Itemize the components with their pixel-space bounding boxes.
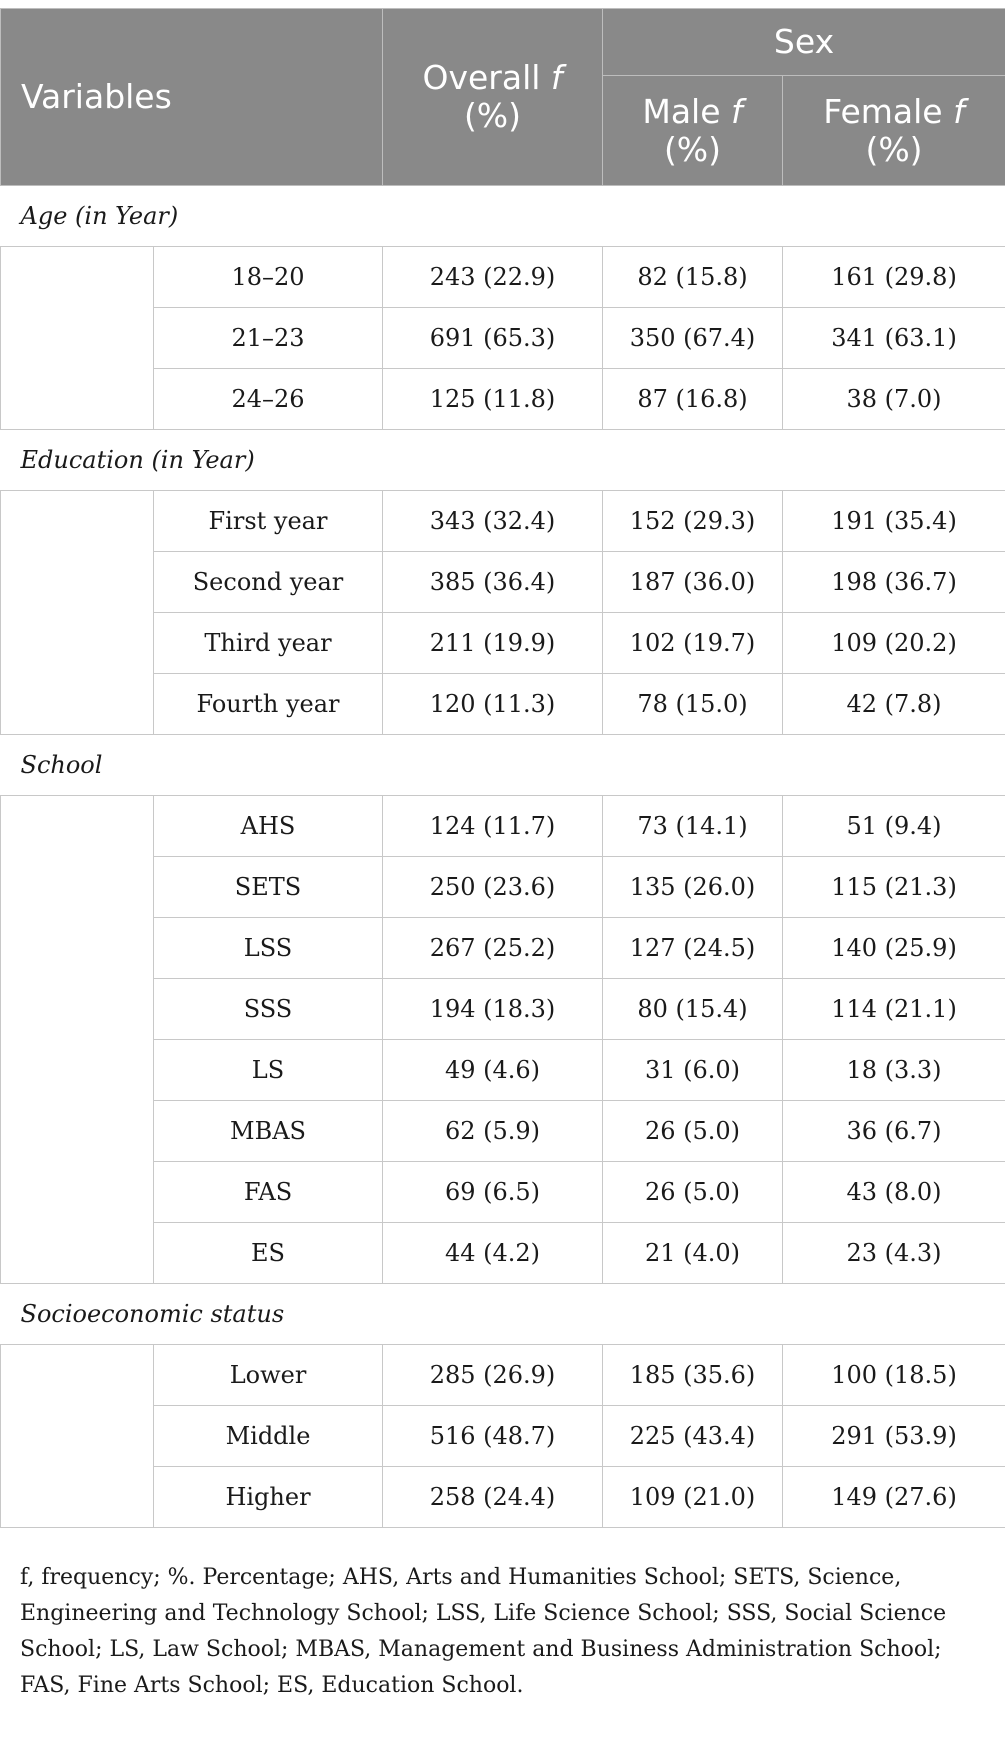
overall-cell: 125 (11.8) (383, 369, 603, 430)
group-row (1, 735, 1005, 796)
row-label: LSS (154, 918, 383, 979)
overall-cell: 194 (18.3) (383, 979, 603, 1040)
table-body (1, 186, 1005, 1528)
row-label: 24–26 (154, 369, 383, 430)
overall-cell: 120 (11.3) (383, 674, 603, 735)
table-row (1, 796, 1005, 857)
row-label: SETS (154, 857, 383, 918)
overall-cell: 49 (4.6) (383, 1040, 603, 1101)
row-label: ES (154, 1223, 383, 1284)
row-label: FAS (154, 1162, 383, 1223)
overall-cell: 385 (36.4) (383, 552, 603, 613)
male-cell: 80 (15.4) (603, 979, 783, 1040)
table-row (1, 247, 1005, 308)
table-row (1, 491, 1005, 552)
female-cell: 149 (27.6) (783, 1467, 1005, 1528)
indent-cell (1, 491, 154, 735)
row-label: Middle (154, 1406, 383, 1467)
male-cell: 152 (29.3) (603, 491, 783, 552)
female-cell: 161 (29.8) (783, 247, 1005, 308)
overall-cell: 243 (22.9) (383, 247, 603, 308)
male-cell: 109 (21.0) (603, 1467, 783, 1528)
row-label: MBAS (154, 1101, 383, 1162)
male-cell: 225 (43.4) (603, 1406, 783, 1467)
female-cell: 36 (6.7) (783, 1101, 1005, 1162)
female-cell: 38 (7.0) (783, 369, 1005, 430)
group-row (1, 1284, 1005, 1345)
header-sex: Sex (603, 9, 1005, 76)
header-variables: Variables (1, 9, 383, 186)
group-title: School (1, 735, 1005, 796)
female-cell: 23 (4.3) (783, 1223, 1005, 1284)
male-cell: 127 (24.5) (603, 918, 783, 979)
female-cell: 42 (7.8) (783, 674, 1005, 735)
female-cell: 18 (3.3) (783, 1040, 1005, 1101)
male-cell: 73 (14.1) (603, 796, 783, 857)
female-cell: 140 (25.9) (783, 918, 1005, 979)
overall-cell: 516 (48.7) (383, 1406, 603, 1467)
female-cell: 198 (36.7) (783, 552, 1005, 613)
female-cell: 114 (21.1) (783, 979, 1005, 1040)
overall-cell: 44 (4.2) (383, 1223, 603, 1284)
overall-cell: 285 (26.9) (383, 1345, 603, 1406)
header-female: Female f (%) (783, 76, 1005, 186)
table-row (1, 1345, 1005, 1406)
row-label: 21–23 (154, 308, 383, 369)
header-overall: Overall f (%) (383, 9, 603, 186)
overall-cell: 69 (6.5) (383, 1162, 603, 1223)
row-label: SSS (154, 979, 383, 1040)
female-cell: 43 (8.0) (783, 1162, 1005, 1223)
overall-cell: 62 (5.9) (383, 1101, 603, 1162)
female-cell: 51 (9.4) (783, 796, 1005, 857)
female-cell: 115 (21.3) (783, 857, 1005, 918)
male-cell: 185 (35.6) (603, 1345, 783, 1406)
female-cell: 100 (18.5) (783, 1345, 1005, 1406)
row-label: Lower (154, 1345, 383, 1406)
demographics-table (0, 8, 1005, 1528)
overall-cell: 343 (32.4) (383, 491, 603, 552)
overall-cell: 124 (11.7) (383, 796, 603, 857)
group-title: Education (in Year) (1, 430, 1005, 491)
group-title: Age (in Year) (1, 186, 1005, 247)
male-cell: 350 (67.4) (603, 308, 783, 369)
indent-cell (1, 1345, 154, 1528)
header-male: Male f (%) (603, 76, 783, 186)
row-label: 18–20 (154, 247, 383, 308)
female-cell: 341 (63.1) (783, 308, 1005, 369)
female-cell: 191 (35.4) (783, 491, 1005, 552)
male-cell: 102 (19.7) (603, 613, 783, 674)
table-container (0, 8, 1005, 1528)
group-row (1, 430, 1005, 491)
row-label: Higher (154, 1467, 383, 1528)
male-cell: 78 (15.0) (603, 674, 783, 735)
table-footnote: f, frequency; %. Percentage; AHS, Arts and Humanities School; SETS, Science, Engineering and Technology School; LSS, Life Science School; SSS, Social Science School; LS, Law School; MBAS, Management and Business Administration School; FAS, Fine Arts School; ES, Education School. (20, 1565, 947, 1698)
indent-cell (1, 247, 154, 430)
row-label: Third year (154, 613, 383, 674)
overall-cell: 258 (24.4) (383, 1467, 603, 1528)
male-cell: 21 (4.0) (603, 1223, 783, 1284)
male-cell: 187 (36.0) (603, 552, 783, 613)
male-cell: 26 (5.0) (603, 1101, 783, 1162)
group-row (1, 186, 1005, 247)
row-label: Second year (154, 552, 383, 613)
male-cell: 26 (5.0) (603, 1162, 783, 1223)
indent-cell (1, 796, 154, 1284)
overall-cell: 267 (25.2) (383, 918, 603, 979)
overall-cell: 211 (19.9) (383, 613, 603, 674)
overall-cell: 250 (23.6) (383, 857, 603, 918)
row-label: LS (154, 1040, 383, 1101)
female-cell: 291 (53.9) (783, 1406, 1005, 1467)
male-cell: 82 (15.8) (603, 247, 783, 308)
male-cell: 31 (6.0) (603, 1040, 783, 1101)
female-cell: 109 (20.2) (783, 613, 1005, 674)
row-label: First year (154, 491, 383, 552)
row-label: AHS (154, 796, 383, 857)
male-cell: 135 (26.0) (603, 857, 783, 918)
male-cell: 87 (16.8) (603, 369, 783, 430)
row-label: Fourth year (154, 674, 383, 735)
group-title: Socioeconomic status (1, 1284, 1005, 1345)
table-header (1, 9, 1005, 186)
overall-cell: 691 (65.3) (383, 308, 603, 369)
